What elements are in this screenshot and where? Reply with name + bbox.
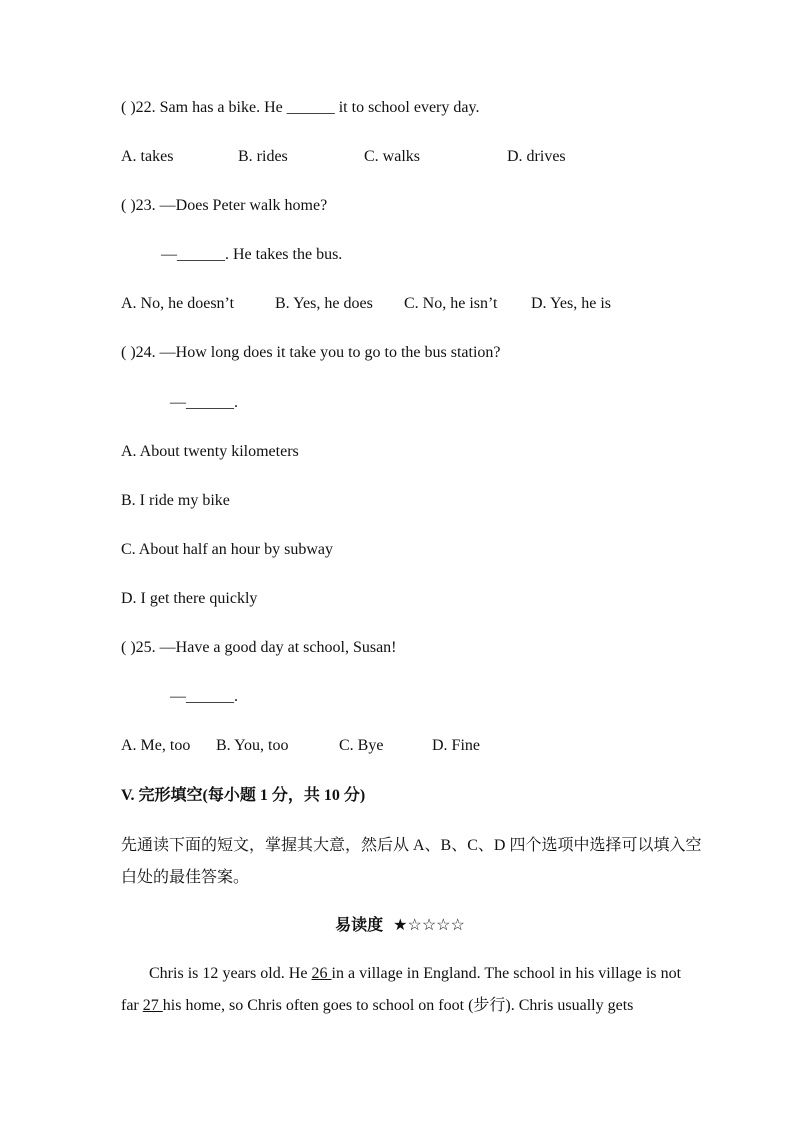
question-24-option-d: D. I get there quickly	[121, 590, 258, 607]
question-22-stem: ( )22. Sam has a bike. He ______ it to school every day.	[121, 99, 480, 116]
question-23-option-d: D. Yes, he is	[531, 295, 612, 312]
question-25-option-b: B. You, too	[216, 737, 289, 754]
section-instruction-line2: 白处的最佳答案。	[121, 869, 250, 886]
question-25-option-a: A. Me, too	[121, 737, 191, 754]
question-24-option-b: B. I ride my bike	[121, 492, 230, 509]
section-heading: V. 完形填空(每小题 1 分，共 10 分)	[121, 787, 366, 804]
question-25-option-d: D. Fine	[432, 737, 480, 754]
difficulty-rating	[0, 916, 800, 936]
question-25-reply: —______.	[170, 688, 238, 705]
passage-paragraph	[121, 958, 681, 1022]
blank-26: 26	[311, 965, 332, 982]
question-22-option-a: A. takes	[121, 148, 174, 165]
blank-27: 27	[142, 997, 163, 1014]
question-23-option-a: A. No, he doesn’t	[121, 295, 235, 312]
passage-text-3: his home, so Chris often goes to school on foot (步行). Chris usually gets	[162, 997, 634, 1014]
difficulty-label: 易读度	[335, 917, 384, 934]
question-25-option-c: C. Bye	[339, 737, 384, 754]
question-22-option-d: D. drives	[507, 148, 566, 165]
question-22-option-c: C. walks	[364, 148, 420, 165]
question-23-option-b: B. Yes, he does	[275, 295, 373, 312]
difficulty-stars: ★☆☆☆☆	[393, 917, 465, 934]
section-instruction-line1: 先通读下面的短文，掌握其大意，然后从 A、B、C、D 四个选项中选择可以填入空	[121, 837, 702, 854]
question-23-stem: ( )23. —Does Peter walk home?	[121, 197, 328, 214]
passage-text-1: Chris is 12 years old. He	[149, 965, 312, 982]
passage-text-2: in a village in England. The school in his village is not far	[121, 965, 682, 1014]
question-22-option-b: B. rides	[238, 148, 288, 165]
question-23-reply: —______. He takes the bus.	[161, 246, 343, 263]
question-24-stem: ( )24. —How long does it take you to go to the bus station?	[121, 344, 501, 361]
question-24-option-a: A. About twenty kilometers	[121, 443, 299, 460]
question-23-option-c: C. No, he isn’t	[404, 295, 498, 312]
question-25-stem: ( )25. —Have a good day at school, Susan!	[121, 639, 397, 656]
question-24-reply: —______.	[170, 394, 238, 411]
question-24-option-c: C. About half an hour by subway	[121, 541, 333, 558]
